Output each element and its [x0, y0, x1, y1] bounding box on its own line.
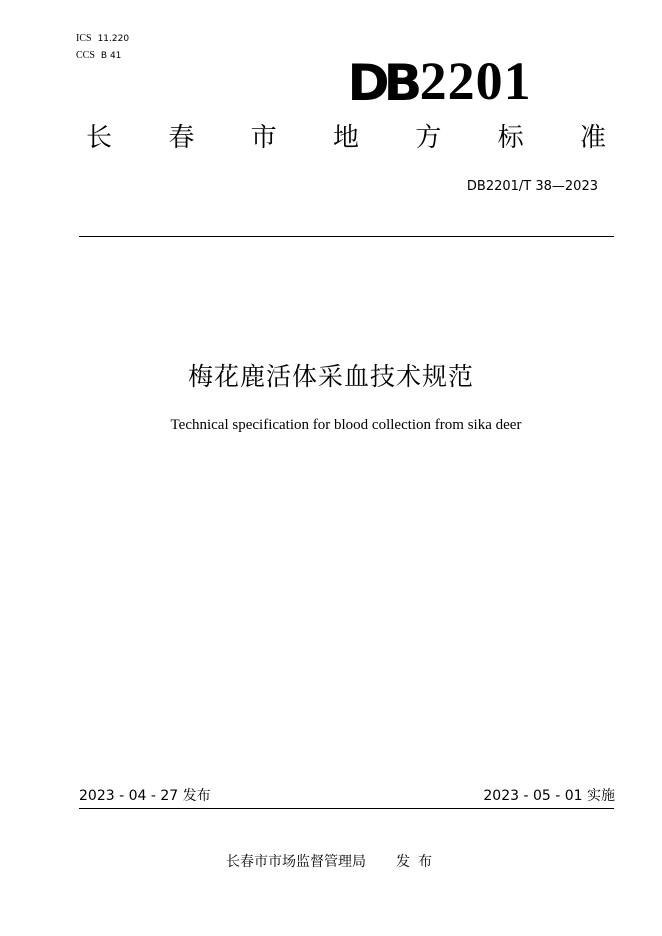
ccs-code: [76, 51, 121, 61]
logo-code: 2201: [419, 51, 532, 111]
standard-type-char: 长: [86, 123, 113, 153]
implement-date: 2023 - 05 - 01 实施: [483, 788, 615, 804]
standard-type-char: 方: [415, 123, 442, 153]
standard-type-char: 地: [332, 123, 359, 153]
ccs-value: B 41: [100, 51, 122, 61]
issuer-line: [226, 855, 440, 869]
ics-code: [76, 34, 129, 44]
ccs-label: CCS: [76, 50, 95, 61]
standard-type-char: 春: [168, 123, 195, 153]
standard-logo: [347, 51, 532, 112]
document-title: 梅花鹿活体采血技术规范: [187, 362, 474, 391]
standard-type-char: 准: [579, 123, 606, 153]
issuer-name: 长春市市场监督管理局: [226, 854, 366, 870]
standard-number: DB2201/T 38—2023: [466, 179, 598, 194]
publish-date: 2023 - 04 - 27 发布: [79, 788, 211, 804]
ics-label: ICS: [76, 33, 92, 44]
document-english-title: Technical specification for blood collection from sika deer: [170, 417, 522, 433]
logo-prefix: DB: [347, 54, 417, 112]
footer-divider: [79, 808, 614, 809]
header-divider: [79, 236, 614, 237]
ics-value: 11.220: [97, 34, 130, 44]
standard-type-heading: [86, 125, 606, 151]
standard-type-char: 标: [497, 123, 524, 153]
issuer-action: 发布: [396, 854, 440, 870]
standard-type-char: 市: [250, 123, 277, 153]
